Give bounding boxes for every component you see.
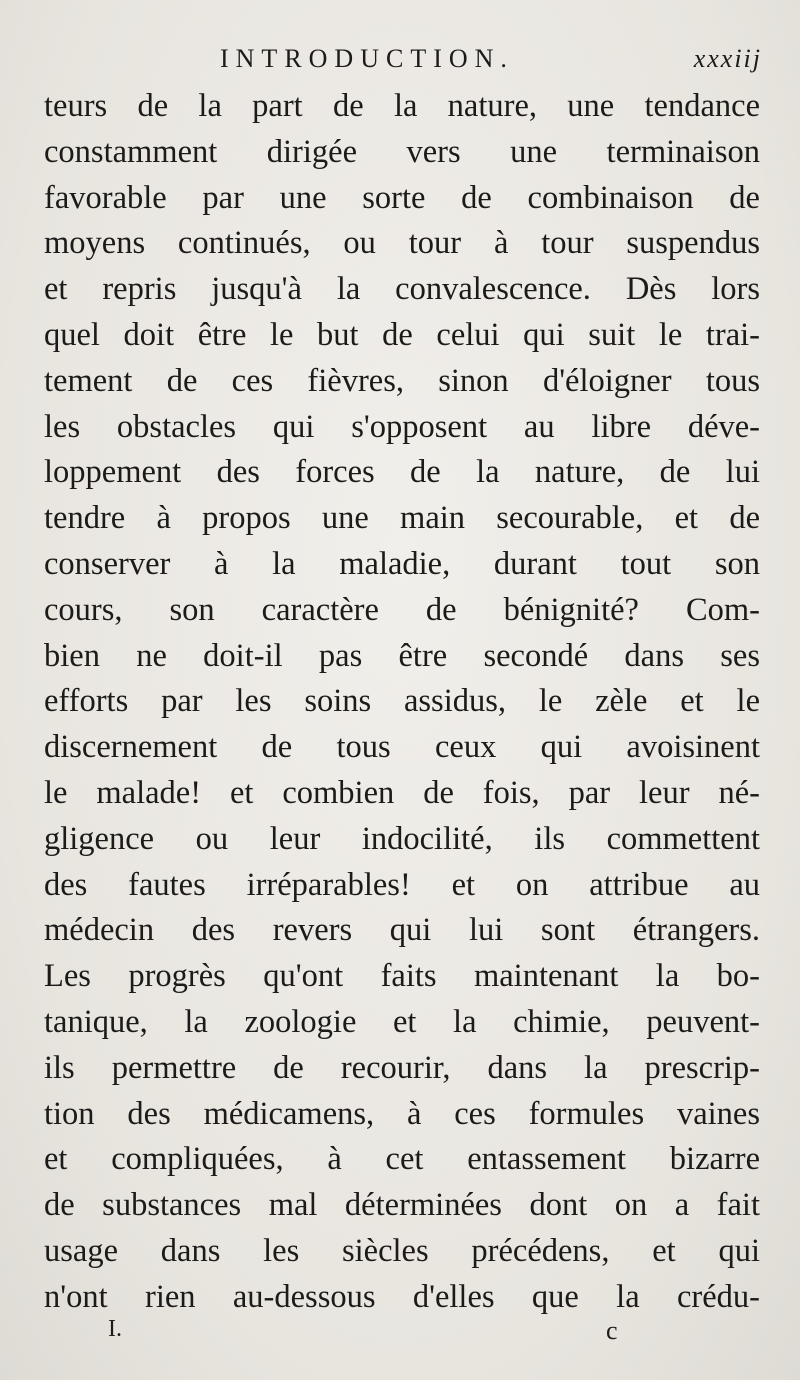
running-head xyxy=(0,40,800,80)
page-number: xxxiij xyxy=(693,44,762,73)
body-text xyxy=(44,84,760,1321)
text-line: tanique, la zoologie et la chimie, peuvent- xyxy=(44,1003,760,1040)
text-line: le malade! et combien de fois, par leur né- xyxy=(44,774,760,811)
text-line: constamment dirigée vers une terminaison xyxy=(44,133,760,170)
text-line: et compliquées, à cet entassement bizarre xyxy=(44,1141,760,1178)
text-line: favorable par une sorte de combinaison de xyxy=(44,179,760,216)
page-footer xyxy=(0,1316,800,1356)
text-line: les obstacles qui s'opposent au libre déve- xyxy=(44,408,760,445)
text-line: Les progrès qu'ont faits maintenant la bo- xyxy=(44,958,760,995)
text-line: gligence ou leur indocilité, ils commettent xyxy=(44,820,760,857)
text-line: des fautes irréparables! et on attribue au xyxy=(44,866,760,903)
text-line: de substances mal déterminées dont on a fait xyxy=(44,1187,760,1224)
text-line: ils permettre de recourir, dans la prescrip- xyxy=(44,1049,760,1086)
text-line: conserver à la maladie, durant tout son xyxy=(44,545,760,582)
text-line: et repris jusqu'à la convalescence. Dès lors xyxy=(44,271,760,308)
text-line: quel doit être le but de celui qui suit le trai- xyxy=(44,316,760,353)
text-line: tion des médicamens, à ces formules vaines xyxy=(44,1095,760,1132)
text-line: loppement des forces de la nature, de lui xyxy=(44,454,760,491)
text-line: médecin des revers qui lui sont étrangers. xyxy=(44,912,760,949)
signature-mark: I. xyxy=(108,1316,122,1342)
text-line: teurs de la part de la nature, une tendance xyxy=(44,88,760,124)
text-line: cours, son caractère de bénignité? Com- xyxy=(44,591,760,628)
text-line: usage dans les siècles précédens, et qui xyxy=(44,1232,760,1269)
text-line: efforts par les soins assidus, le zèle et le xyxy=(44,683,760,720)
text-line: discernement de tous ceux qui avoisinent xyxy=(44,729,760,766)
text-line: tendre à propos une main secourable, et de xyxy=(44,500,760,537)
running-title: INTRODUCTION. xyxy=(220,44,514,73)
text-line: bien ne doit-il pas être secondé dans ses xyxy=(44,637,760,674)
catchword: c xyxy=(606,1316,618,1345)
text-line: tement de ces fièvres, sinon d'éloigner tous xyxy=(44,362,760,399)
text-line: n'ont rien au-dessous d'elles que la crédu- xyxy=(44,1278,760,1315)
text-line: moyens continués, ou tour à tour suspendus xyxy=(44,225,760,262)
